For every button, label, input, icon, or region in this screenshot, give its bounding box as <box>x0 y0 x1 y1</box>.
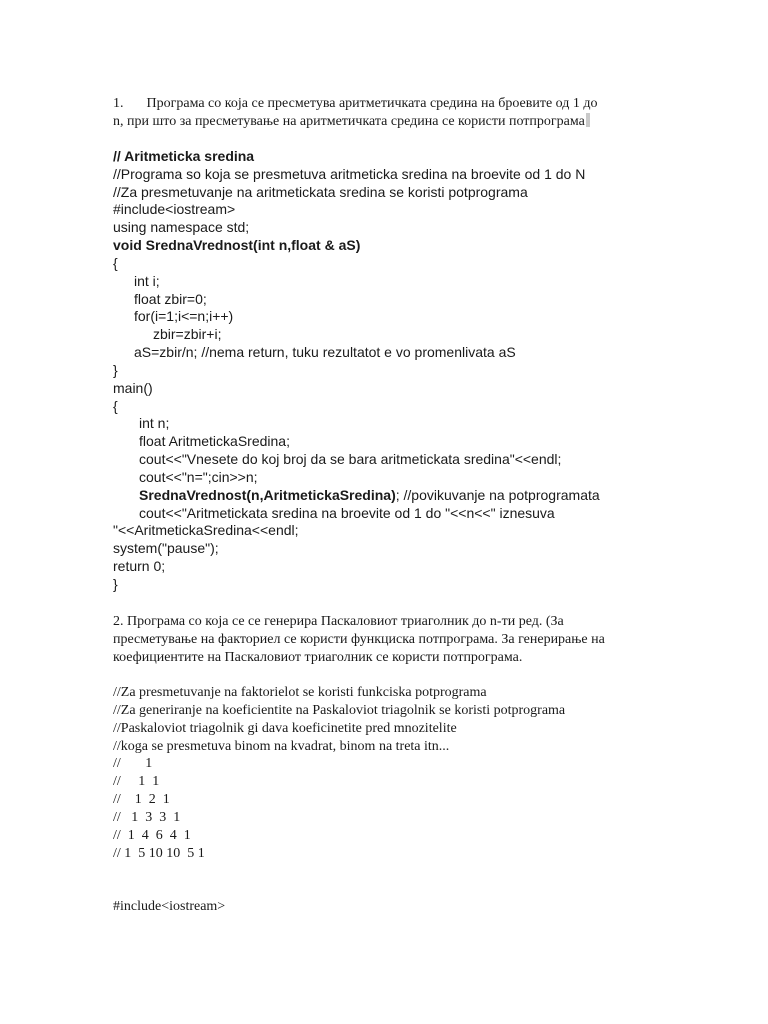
code-line: aS=zbir/n; //nema return, tuku rezultatot e vo promenlivata aS <box>134 344 516 360</box>
triangle-row: // 1 3 3 1 <box>113 810 181 825</box>
comment-line: //Paskaloviot triagolnik gi dava koeficinetite pred mnozitelite <box>113 721 457 736</box>
code-line: #include<iostream> <box>113 201 236 217</box>
code-line: zbir=zbir+i; <box>153 326 222 342</box>
code-line: // Aritmeticka sredina <box>113 148 255 164</box>
text-cursor <box>586 113 590 127</box>
function-call-comment: ; //povikuvanje na potprogramata <box>395 487 600 503</box>
triangle-row: // 1 <box>113 756 153 771</box>
triangle-row: // 1 2 1 <box>113 792 170 807</box>
code-line: cout<<"Aritmetickata sredina na broevite od 1 do "<<n<<" iznesuva <box>139 505 555 521</box>
function-call: SrednaVrednost(n,AritmetickaSredina) <box>139 487 396 503</box>
code-line: //Programa so koja se presmetuva aritmeticka sredina na broevite od 1 do N <box>113 166 586 182</box>
code-line <box>139 487 600 504</box>
comment-line: //Za generiranje na koeficientite na Paskaloviot triagolnik se koristi potprograma <box>113 703 566 718</box>
section1-number: 1. <box>113 96 124 111</box>
section1-heading-text: Програма со која се пресметува аритметичката средина на броевите од 1 до <box>146 96 598 111</box>
code-line: float AritmetickaSredina; <box>139 433 290 449</box>
code-line: float zbir=0; <box>134 291 207 307</box>
code-line: { <box>113 255 118 271</box>
triangle-row: // 1 4 6 4 1 <box>113 828 191 843</box>
triangle-row: // 1 5 10 10 5 1 <box>113 846 205 861</box>
section1-heading-line1 <box>113 95 598 112</box>
code-line: } <box>113 576 118 592</box>
section1-heading-line2: n, при што за пресметување на аритметичката средина се користи потпрограма <box>113 113 590 130</box>
triangle-row: // 1 1 <box>113 774 160 789</box>
code-line: //Za presmetuvanje na aritmetickata sredina se koristi potprograma <box>113 184 528 200</box>
comment-line: //Za presmetuvanje na faktorielot se koristi funkciska potprograma <box>113 685 487 700</box>
code-line: for(i=1;i<=n;i++) <box>134 308 234 324</box>
code-line: system("pause"); <box>113 540 219 556</box>
code-line: int i; <box>134 273 160 289</box>
include-line: #include<iostream> <box>113 899 226 914</box>
code-line: main() <box>113 380 153 396</box>
code-line: using namespace std; <box>113 219 250 235</box>
code-line: "<<AritmetickaSredina<<endl; <box>113 522 299 538</box>
code-line: { <box>113 398 118 414</box>
section2-heading-line: коефициентите на Паскаловиот триаголник се користи потпрограма. <box>113 650 523 665</box>
comment-line: //koga se presmetuva binom na kvadrat, binom na treta itn... <box>113 739 450 754</box>
code-line: return 0; <box>113 558 166 574</box>
code-line: } <box>113 362 118 378</box>
code-line: void SrednaVrednost(int n,float & aS) <box>113 237 361 253</box>
section2-heading-line: 2. Програма со која се се генерира Паскаловиот триаголник до n-ти ред. (За <box>113 614 564 629</box>
code-line: cout<<"n=";cin>>n; <box>139 469 258 485</box>
section2-heading-line: пресметување на факториел се користи функциска потпрограма. За генерирање на <box>113 632 605 647</box>
code-line: cout<<"Vnesete do koj broj da se bara aritmetickata sredina"<<endl; <box>139 451 562 467</box>
code-line: int n; <box>139 415 170 431</box>
